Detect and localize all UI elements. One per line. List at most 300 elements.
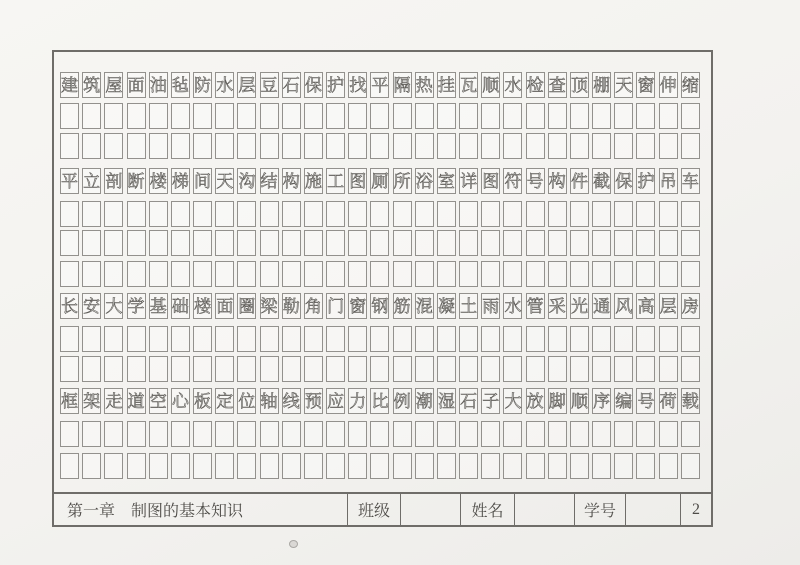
practice-box <box>393 103 412 129</box>
practice-box <box>370 133 389 159</box>
practice-box <box>503 230 522 256</box>
practice-box <box>393 201 412 227</box>
practice-box <box>193 103 212 129</box>
practice-box <box>127 326 146 352</box>
practice-box <box>82 453 101 479</box>
practice-box <box>215 421 234 447</box>
practice-box <box>149 326 168 352</box>
chapter-title: 制图的基本知识 <box>131 503 244 520</box>
class-value-cell <box>400 494 460 525</box>
model-character: 车 <box>681 171 699 191</box>
practice-box <box>127 133 146 159</box>
model-character: 凝 <box>437 296 455 316</box>
practice-box <box>636 133 655 159</box>
practice-box <box>570 103 589 129</box>
practice-box <box>82 201 101 227</box>
model-character: 钢 <box>371 296 389 316</box>
model-character-box <box>592 293 611 319</box>
practice-box <box>215 453 234 479</box>
practice-box <box>326 133 345 159</box>
practice-box <box>193 133 212 159</box>
model-character: 轴 <box>260 391 278 411</box>
practice-box <box>570 421 589 447</box>
model-character: 热 <box>415 75 433 95</box>
practice-box <box>215 261 234 287</box>
practice-box <box>659 356 678 382</box>
model-character-box <box>548 72 567 98</box>
chapter-number: 第一章 <box>67 503 116 520</box>
empty-practice-row <box>60 230 700 256</box>
practice-box <box>415 261 434 287</box>
practice-box <box>481 453 500 479</box>
practice-box <box>592 261 611 287</box>
practice-box <box>614 201 633 227</box>
model-character-box <box>215 388 234 414</box>
practice-box <box>171 421 190 447</box>
model-character: 序 <box>593 391 611 411</box>
model-character: 预 <box>304 391 322 411</box>
model-character-box <box>348 168 367 194</box>
model-character-box <box>614 168 633 194</box>
model-character: 线 <box>282 391 300 411</box>
practice-box <box>104 133 123 159</box>
practice-box <box>304 453 323 479</box>
practice-box <box>614 261 633 287</box>
practice-box <box>592 421 611 447</box>
model-character: 基 <box>149 296 167 316</box>
practice-box <box>260 201 279 227</box>
practice-box <box>570 356 589 382</box>
practice-box <box>127 103 146 129</box>
practice-box <box>415 201 434 227</box>
practice-box <box>348 421 367 447</box>
model-character: 图 <box>482 171 500 191</box>
practice-box <box>636 356 655 382</box>
practice-box <box>260 230 279 256</box>
model-character: 门 <box>327 296 345 316</box>
model-character: 大 <box>504 391 522 411</box>
practice-box <box>526 421 545 447</box>
empty-practice-row <box>60 201 700 227</box>
practice-box <box>681 421 700 447</box>
practice-box <box>415 230 434 256</box>
model-character: 隔 <box>393 75 411 95</box>
model-character-box <box>149 293 168 319</box>
practice-box <box>659 201 678 227</box>
model-character: 走 <box>105 391 123 411</box>
model-character-box <box>237 72 256 98</box>
practice-box <box>548 261 567 287</box>
model-character: 楼 <box>194 296 212 316</box>
practice-box <box>304 421 323 447</box>
practice-box <box>60 103 79 129</box>
model-character-box <box>415 293 434 319</box>
model-character: 瓦 <box>460 75 478 95</box>
practice-box <box>193 230 212 256</box>
practice-box <box>82 133 101 159</box>
model-character-box <box>481 388 500 414</box>
practice-box <box>304 326 323 352</box>
practice-box <box>127 421 146 447</box>
practice-box <box>193 356 212 382</box>
model-character: 潮 <box>415 391 433 411</box>
practice-box <box>636 230 655 256</box>
practice-box <box>304 103 323 129</box>
practice-box <box>526 261 545 287</box>
model-character-box <box>437 168 456 194</box>
practice-box <box>82 356 101 382</box>
practice-box <box>526 356 545 382</box>
model-character-box <box>82 168 101 194</box>
practice-box <box>459 261 478 287</box>
practice-box <box>149 356 168 382</box>
model-character-box <box>237 293 256 319</box>
practice-box <box>393 421 412 447</box>
practice-box <box>215 103 234 129</box>
practice-box <box>614 230 633 256</box>
practice-box <box>193 261 212 287</box>
model-character: 脚 <box>548 391 566 411</box>
model-character: 间 <box>194 171 212 191</box>
worksheet-frame <box>52 50 713 527</box>
model-character: 保 <box>615 171 633 191</box>
practice-box <box>659 453 678 479</box>
practice-box <box>437 230 456 256</box>
model-character: 图 <box>349 171 367 191</box>
practice-box <box>370 103 389 129</box>
practice-box <box>370 261 389 287</box>
practice-box <box>437 201 456 227</box>
model-character-box <box>503 168 522 194</box>
model-character-box <box>282 72 301 98</box>
practice-box <box>437 326 456 352</box>
empty-practice-row <box>60 133 700 159</box>
practice-box <box>348 326 367 352</box>
practice-box <box>260 133 279 159</box>
practice-box <box>171 326 190 352</box>
model-character: 楼 <box>149 171 167 191</box>
practice-box <box>237 261 256 287</box>
practice-box <box>459 421 478 447</box>
model-character: 天 <box>615 75 633 95</box>
model-character-box <box>614 293 633 319</box>
model-character-box <box>60 293 79 319</box>
model-character: 安 <box>83 296 101 316</box>
model-character-box <box>237 388 256 414</box>
model-character-box <box>282 293 301 319</box>
practice-box <box>348 103 367 129</box>
model-character-box <box>370 388 389 414</box>
model-character-box <box>681 72 700 98</box>
practice-box <box>104 453 123 479</box>
model-character: 采 <box>548 296 566 316</box>
practice-box <box>548 356 567 382</box>
practice-box <box>681 230 700 256</box>
class-label: 班级 <box>357 503 390 520</box>
practice-box <box>326 103 345 129</box>
practice-box <box>82 261 101 287</box>
model-character-box <box>104 388 123 414</box>
model-character-box <box>149 168 168 194</box>
model-character-box <box>614 72 633 98</box>
practice-box <box>614 421 633 447</box>
practice-box <box>149 133 168 159</box>
model-character: 位 <box>238 391 256 411</box>
practice-box <box>60 261 79 287</box>
practice-box <box>127 356 146 382</box>
model-character: 详 <box>460 171 478 191</box>
model-character: 豆 <box>260 75 278 95</box>
model-character: 结 <box>260 171 278 191</box>
page-number-cell <box>680 494 711 525</box>
practice-box <box>592 453 611 479</box>
model-character-box <box>570 293 589 319</box>
practice-box <box>60 201 79 227</box>
model-character-box <box>104 72 123 98</box>
practice-box <box>393 453 412 479</box>
model-character: 构 <box>548 171 566 191</box>
practice-box <box>393 261 412 287</box>
practice-box <box>326 453 345 479</box>
practice-box <box>237 230 256 256</box>
class-label-cell <box>347 494 400 525</box>
model-character: 长 <box>61 296 78 316</box>
practice-box <box>215 356 234 382</box>
model-character: 面 <box>127 75 145 95</box>
practice-box <box>171 133 190 159</box>
practice-box <box>481 133 500 159</box>
practice-box <box>260 103 279 129</box>
practice-box <box>415 326 434 352</box>
practice-box <box>636 453 655 479</box>
model-character-box <box>659 72 678 98</box>
practice-box <box>237 356 256 382</box>
practice-box <box>681 261 700 287</box>
practice-box <box>348 356 367 382</box>
practice-box <box>659 230 678 256</box>
model-character: 高 <box>637 296 655 316</box>
practice-box <box>548 230 567 256</box>
practice-box <box>193 326 212 352</box>
model-character-box <box>260 388 279 414</box>
model-character-box <box>348 72 367 98</box>
model-character: 号 <box>526 171 544 191</box>
practice-box <box>82 103 101 129</box>
practice-box <box>282 201 301 227</box>
model-character: 水 <box>216 75 234 95</box>
model-character: 窗 <box>349 296 367 316</box>
model-character-box <box>260 72 279 98</box>
practice-box <box>237 453 256 479</box>
practice-box <box>215 326 234 352</box>
model-character-box <box>592 168 611 194</box>
model-character-box <box>82 293 101 319</box>
student-id-label-cell <box>574 494 625 525</box>
model-character: 吊 <box>659 171 677 191</box>
model-character: 房 <box>681 296 699 316</box>
practice-box <box>459 356 478 382</box>
practice-box <box>415 421 434 447</box>
practice-box <box>570 201 589 227</box>
practice-box <box>82 326 101 352</box>
model-character-box <box>304 168 323 194</box>
practice-box <box>459 326 478 352</box>
model-character: 梯 <box>171 171 189 191</box>
model-character: 空 <box>149 391 167 411</box>
model-character-box <box>548 168 567 194</box>
model-character: 所 <box>393 171 411 191</box>
practice-box <box>104 356 123 382</box>
model-character: 石 <box>460 391 478 411</box>
practice-box <box>348 230 367 256</box>
practice-box <box>127 453 146 479</box>
model-character: 顶 <box>570 75 588 95</box>
model-character: 缩 <box>681 75 699 95</box>
model-character-box <box>60 388 79 414</box>
model-character: 护 <box>327 75 345 95</box>
practice-box <box>171 356 190 382</box>
model-character: 荷 <box>659 391 677 411</box>
practice-box <box>282 103 301 129</box>
model-character: 板 <box>194 391 212 411</box>
practice-box <box>260 453 279 479</box>
page-number: 2 <box>692 500 700 518</box>
model-character-row <box>60 388 700 414</box>
model-character-box <box>326 72 345 98</box>
practice-box <box>459 103 478 129</box>
model-character-box <box>592 388 611 414</box>
practice-box <box>548 326 567 352</box>
model-character-box <box>348 388 367 414</box>
practice-box <box>370 356 389 382</box>
practice-box <box>82 421 101 447</box>
practice-box <box>370 326 389 352</box>
model-character: 护 <box>637 171 655 191</box>
model-character: 剖 <box>105 171 123 191</box>
model-character-box <box>681 388 700 414</box>
practice-box <box>393 356 412 382</box>
print-mark <box>289 540 298 548</box>
practice-box <box>326 356 345 382</box>
model-character: 棚 <box>593 75 611 95</box>
model-character: 挂 <box>437 75 455 95</box>
model-character: 符 <box>504 171 522 191</box>
model-character: 保 <box>304 75 322 95</box>
practice-box <box>570 133 589 159</box>
practice-box <box>592 230 611 256</box>
model-character-box <box>127 168 146 194</box>
model-character-box <box>171 388 190 414</box>
practice-box <box>326 326 345 352</box>
practice-box <box>481 261 500 287</box>
model-character-box <box>149 388 168 414</box>
practice-box <box>370 421 389 447</box>
practice-box <box>149 453 168 479</box>
model-character: 混 <box>415 296 433 316</box>
model-character: 室 <box>437 171 455 191</box>
practice-box <box>459 201 478 227</box>
practice-box <box>282 421 301 447</box>
practice-box <box>260 421 279 447</box>
model-character: 心 <box>171 391 189 411</box>
practice-box <box>282 261 301 287</box>
practice-box <box>437 261 456 287</box>
model-character-box <box>82 72 101 98</box>
practice-box <box>171 261 190 287</box>
student-id-label: 学号 <box>583 503 616 520</box>
practice-box <box>526 201 545 227</box>
model-character-box <box>481 72 500 98</box>
chapter-cell <box>54 494 347 525</box>
practice-box <box>215 201 234 227</box>
model-character-box <box>526 388 545 414</box>
model-character: 筋 <box>393 296 411 316</box>
model-character: 光 <box>570 296 588 316</box>
model-character: 检 <box>526 75 544 95</box>
model-character: 雨 <box>482 296 500 316</box>
practice-box <box>437 421 456 447</box>
practice-box <box>570 453 589 479</box>
model-character-box <box>193 293 212 319</box>
model-character-box <box>592 72 611 98</box>
model-character: 层 <box>238 75 256 95</box>
practice-box <box>127 261 146 287</box>
practice-box <box>614 326 633 352</box>
model-character-box <box>326 388 345 414</box>
model-character: 面 <box>216 296 234 316</box>
model-character: 厕 <box>371 171 389 191</box>
model-character-box <box>526 72 545 98</box>
model-character: 截 <box>593 171 611 191</box>
practice-box <box>681 453 700 479</box>
practice-box <box>348 201 367 227</box>
model-character-box <box>193 168 212 194</box>
model-character-box <box>104 168 123 194</box>
model-character-box <box>370 168 389 194</box>
model-character: 道 <box>127 391 145 411</box>
practice-box <box>104 230 123 256</box>
model-character: 施 <box>304 171 322 191</box>
practice-box <box>127 201 146 227</box>
model-character: 立 <box>83 171 101 191</box>
model-character-box <box>282 168 301 194</box>
model-character-box <box>193 388 212 414</box>
practice-box <box>104 201 123 227</box>
practice-box <box>326 230 345 256</box>
practice-box <box>481 421 500 447</box>
practice-box <box>415 453 434 479</box>
model-character-box <box>370 72 389 98</box>
practice-box <box>127 230 146 256</box>
model-character-box <box>370 293 389 319</box>
practice-box <box>503 201 522 227</box>
model-character: 找 <box>349 75 367 95</box>
model-character-box <box>459 388 478 414</box>
practice-box <box>503 133 522 159</box>
model-character-box <box>215 72 234 98</box>
model-character-box <box>326 168 345 194</box>
practice-box <box>503 453 522 479</box>
model-character-box <box>415 388 434 414</box>
model-character-box <box>503 72 522 98</box>
model-character: 沟 <box>238 171 256 191</box>
practice-box <box>681 326 700 352</box>
practice-box <box>548 201 567 227</box>
model-character: 平 <box>61 171 78 191</box>
practice-box <box>592 133 611 159</box>
model-character: 构 <box>282 171 300 191</box>
practice-box <box>570 230 589 256</box>
